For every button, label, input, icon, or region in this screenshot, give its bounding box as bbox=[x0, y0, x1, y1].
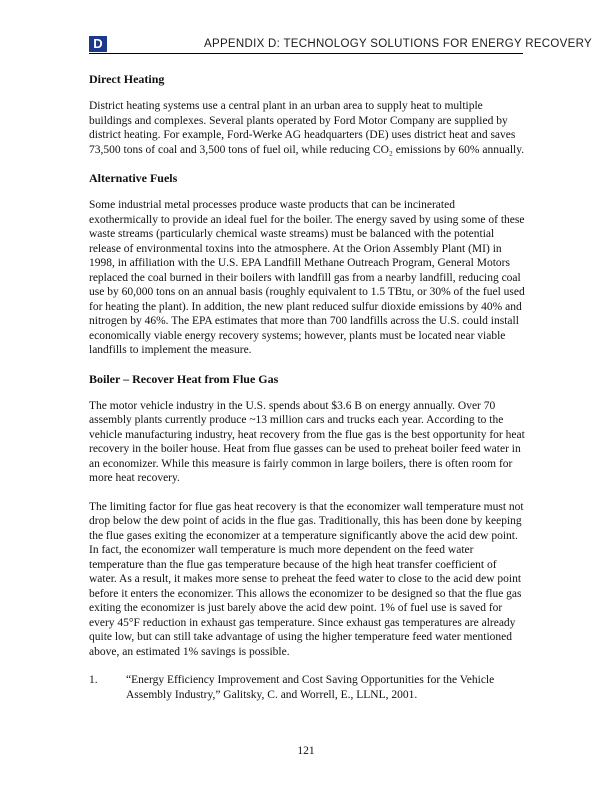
paragraph-direct-heating: District heating systems use a central plant in an urban area to supply heat to multiple buildings and complexes. Several plants operated by Ford Motor Company are supplied by district heating. For example, Ford-Werke AG headquarters (DE) uses district heat and saves 73,500 tons of coal and 3,500 tons of fuel oil, while reducing CO₂ emissions by 60% annually. bbox=[89, 100, 525, 156]
footnote bbox=[89, 673, 525, 702]
header-rule bbox=[89, 53, 523, 54]
paragraph-flue-gas-1: The motor vehicle industry in the U.S. spends about $3.6 B on energy annually. Over 70 assembly plants currently produce ~13 million cars and trucks each year. According to the vehicle manufacturing industry, heat recovery from the flue gas is the best opportunity for heat recovery in the boiler house. Heat from flue gasses can be used to preheat boiler feed water in an economizer. While this measure is fairly common in large boilers, there is often room for more heat recovery. bbox=[89, 399, 525, 484]
appendix-badge: D bbox=[89, 36, 107, 52]
paragraph-alternative-fuels: Some industrial metal processes produce waste products that can be incinerated exothermically to provide an ideal fuel for the boiler. The energy saved by using some of these waste streams (particularly chemical waste streams) must be balanced with the potential release of environmental toxins into the atmosphere. At the Orion Assembly Plant (MI) in 1998, in affiliation with the U.S. EPA Landfill Methane Outreach Program, General Motors replaced the coal burned in their boilers with landfill gas from a nearby landfill, reducing coal use by 60,000 tons on an annual basis (roughly equivalent to 1.5 TBtu, or 30% of the fuel used for heating the plant). In addition, the new plant reduced sulfur dioxide emissions by 40% and nitrogen by 46%. The EPA estimates that more than 700 landfills across the U.S. could install economically viable energy recovery systems; however, plants must be located near viable landfills to implement the measure. bbox=[89, 199, 525, 356]
section-heading-alternative-fuels: Alternative Fuels bbox=[89, 171, 178, 185]
page-content bbox=[89, 72, 525, 702]
page-number: 121 bbox=[297, 745, 315, 757]
section-heading-flue-gas: Boiler – Recover Heat from Flue Gas bbox=[89, 371, 279, 386]
paragraph-flue-gas-2: The limiting factor for flue gas heat recovery is that the economizer wall temperature must not drop below the dew point of acids in the flue gas. Traditionally, this has been done by keeping the flue gases exiting the economizer at a temperature significantly above the acid dew point. In fact, the economizer wall temperature is much more dependent on the feed water temperature than the flue gas temperature because of the high heat transfer coefficient of water. As a result, it makes more sense to preheat the feed water to close to the acid dew point before it enters the economizer. This allows the economizer to be designed so that the flue gas exiting the economizer is just barely above the acid dew point. 1% of fuel use is saved for every 45°F reduction in exhaust gas temperature. Since exhaust gas temperatures are already quite low, but can still take advantage of using the higher temperature feed water mentioned above, an estimated 1% savings is possible. bbox=[89, 500, 524, 658]
footnote-text: “Energy Efficiency Improvement and Cost Saving Opportunities for the Vehicle Assembly Industry,” Galitsky, C. and Worrell, E., LLNL, 2001. bbox=[126, 674, 495, 701]
footnote-number: 1. bbox=[89, 674, 98, 686]
running-header: APPENDIX D: TECHNOLOGY SOLUTIONS FOR ENERGY RECOVERY bbox=[204, 38, 592, 50]
section-heading-direct-heating: Direct Heating bbox=[89, 72, 165, 86]
